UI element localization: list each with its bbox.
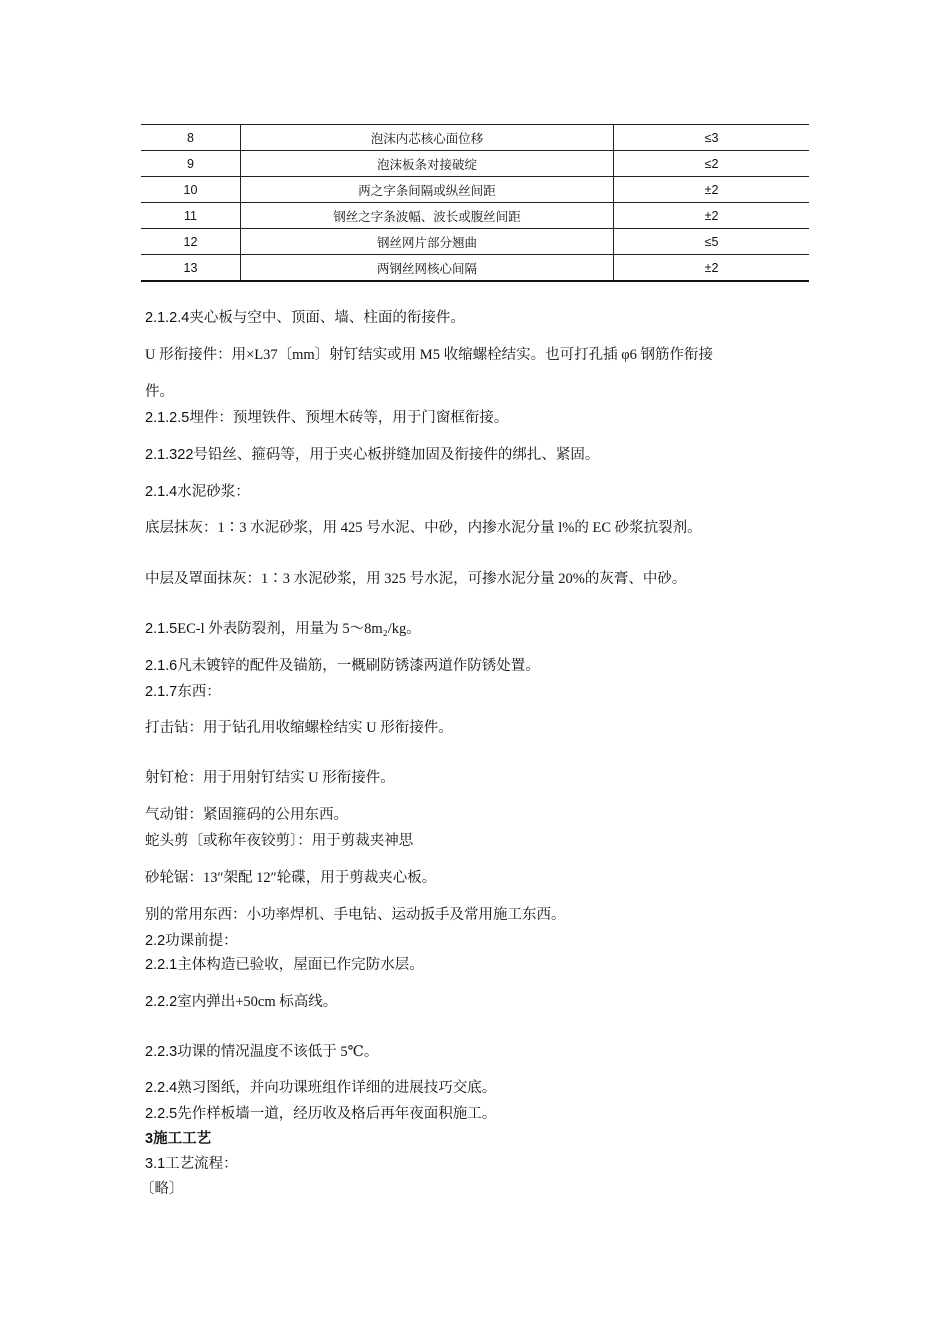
section-number: 2.1.6 xyxy=(145,658,178,674)
text-line xyxy=(140,1179,184,1199)
row-number: 8 xyxy=(141,125,241,151)
table-row xyxy=(141,229,809,255)
row-item: 钢丝网片部分翘曲 xyxy=(241,229,614,255)
text-line xyxy=(145,569,686,589)
section-number: 2.1.4 xyxy=(145,484,178,500)
line-text: 熟习图纸，并向功课班组作详细的进展技巧交底。 xyxy=(177,1080,497,1096)
line-text: 功课的情况温度不该低于 5℃。 xyxy=(177,1044,379,1060)
text-line xyxy=(145,805,348,825)
text-line xyxy=(145,1154,238,1174)
text-line xyxy=(145,768,395,788)
row-value: ±2 xyxy=(614,203,810,229)
line-text: EC-l 外表防裂剂，用量为 5～8m₂/kg。 xyxy=(177,621,421,637)
line-text: 夹心板与空中、顶面、墙、柱面的衔接件。 xyxy=(189,310,465,326)
line-text: 主体构造已验收，屋面已作完防水层。 xyxy=(177,957,424,973)
text-line xyxy=(145,831,413,851)
text-line xyxy=(145,1078,496,1098)
section-number: 2.1.2.5 xyxy=(145,410,190,426)
table-row xyxy=(141,177,809,203)
row-value: ±2 xyxy=(614,177,810,203)
text-line xyxy=(145,682,221,702)
line-text: 凡未镀锌的配件及锚筋，一概刷防锈漆两道作防锈处置。 xyxy=(177,658,540,674)
line-text: 功课前提： xyxy=(165,933,238,949)
line-text: 件。 xyxy=(145,384,174,400)
section-number: 2.1.7 xyxy=(145,684,178,700)
line-text: 埋件：预埋铁件、预埋木砖等，用于门窗框衔接。 xyxy=(189,410,509,426)
table-row xyxy=(141,203,809,229)
section-number: 2.1.322 xyxy=(145,447,194,463)
line-text: 底层抹灰：1∶3 水泥砂浆，用 425 号水泥、中砂，内掺水泥分量 l%的 EC 砂浆抗裂剂。 xyxy=(145,520,702,536)
line-text: 水泥砂浆： xyxy=(177,484,250,500)
row-item: 泡沫板条对接破绽 xyxy=(241,151,614,177)
text-line xyxy=(145,931,238,951)
text-line xyxy=(145,868,436,888)
line-text: U 形衔接件：用×L37〔mm〕射钉结实或用 M5 收缩螺栓结实。也可打孔插 φ6 钢筋作衔接 xyxy=(145,347,713,363)
text-line xyxy=(145,718,453,738)
line-text: 气动钳：紧固箍码的公用东西。 xyxy=(145,807,348,823)
text-line xyxy=(145,656,540,676)
text-line xyxy=(145,308,465,328)
line-text: 工艺流程： xyxy=(165,1156,238,1172)
text-line xyxy=(145,445,599,465)
row-value: ≤5 xyxy=(614,229,810,255)
section-number: 2.1.5 xyxy=(145,621,178,637)
row-item: 两钢丝网核心间隔 xyxy=(241,255,614,282)
text-line xyxy=(145,619,421,639)
line-text: 先作样板墙一道，经历收及格后再年夜面积施工。 xyxy=(177,1106,497,1122)
row-number: 13 xyxy=(141,255,241,282)
text-line xyxy=(145,408,508,428)
text-line xyxy=(145,992,337,1012)
line-text: 〔略〕 xyxy=(140,1181,184,1197)
text-line xyxy=(145,1104,496,1124)
table-row xyxy=(141,125,809,151)
section-number: 2.2 xyxy=(145,933,166,949)
section-number: 2.2.3 xyxy=(145,1044,178,1060)
text-line xyxy=(145,1042,378,1062)
row-value: ±2 xyxy=(614,255,810,282)
row-value: ≤2 xyxy=(614,151,810,177)
row-number: 11 xyxy=(141,203,241,229)
text-line xyxy=(145,482,250,502)
row-number: 10 xyxy=(141,177,241,203)
row-number: 9 xyxy=(141,151,241,177)
line-text: 蛇头剪〔或称年夜铰剪〕：用于剪裁夹神思 xyxy=(145,833,414,849)
line-text: 东西： xyxy=(177,684,221,700)
line-text: 号铅丝、箍码等，用于夹心板拼缝加固及衔接件的绑扎、紧固。 xyxy=(193,447,600,463)
text-line xyxy=(145,905,566,925)
text-line xyxy=(145,518,702,538)
line-text: 室内弹出+50cm 标高线。 xyxy=(177,994,338,1010)
row-number: 12 xyxy=(141,229,241,255)
section-number: 2.2.1 xyxy=(145,957,178,973)
table-row xyxy=(141,151,809,177)
row-item: 钢丝之字条波幅、波长或腹丝间距 xyxy=(241,203,614,229)
line-text: 打击钻：用于钻孔用收缩螺栓结实 U 形衔接件。 xyxy=(145,720,453,736)
section-heading xyxy=(145,1129,211,1149)
tolerance-table xyxy=(141,124,809,282)
section-number: 3 xyxy=(145,1131,154,1147)
text-line xyxy=(145,955,424,975)
table-row xyxy=(141,255,809,282)
section-number: 2.2.4 xyxy=(145,1080,178,1096)
line-text: 中层及罩面抹灰：1∶3 水泥砂浆，用 325 号水泥，可掺水泥分量 20%的灰膏、中砂。 xyxy=(145,571,687,587)
line-text: 别的常用东西：小功率焊机、手电钻、运动扳手及常用施工东西。 xyxy=(145,907,566,923)
section-number: 2.2.5 xyxy=(145,1106,178,1122)
line-text: 射钉枪：用于用射钉结实 U 形衔接件。 xyxy=(145,770,395,786)
row-item: 泡沫内芯核心面位移 xyxy=(241,125,614,151)
row-value: ≤3 xyxy=(614,125,810,151)
line-text: 砂轮锯：13″架配 12″轮碟，用于剪裁夹心板。 xyxy=(145,870,437,886)
row-item: 两之字条间隔或纵丝间距 xyxy=(241,177,614,203)
line-text: 施工工艺 xyxy=(153,1131,212,1147)
section-number: 2.1.2.4 xyxy=(145,310,190,326)
section-number: 2.2.2 xyxy=(145,994,178,1010)
text-line xyxy=(145,345,713,365)
section-number: 3.1 xyxy=(145,1156,166,1172)
text-line xyxy=(145,382,174,402)
